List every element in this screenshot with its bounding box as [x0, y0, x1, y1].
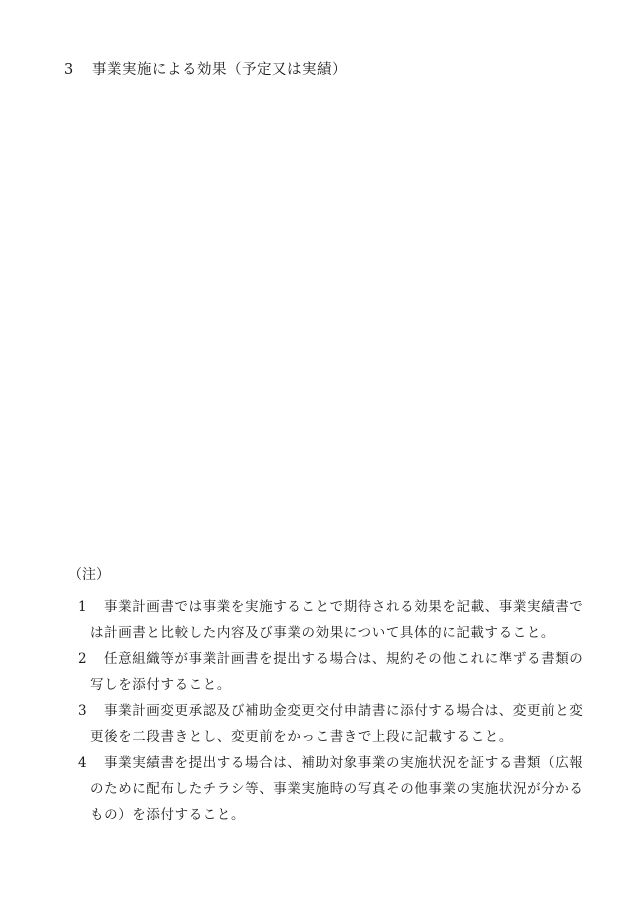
note-line: のために配布したチラシ等、事業実施時の写真その他事業の実施状況が分かる: [90, 781, 584, 797]
note-number: 1: [78, 599, 88, 615]
section-number: 3: [64, 62, 74, 78]
note-number: 2: [78, 651, 88, 667]
section-heading: [64, 58, 347, 79]
note-line: 写しを添付すること。: [90, 677, 231, 693]
note-line: 事業実績書を提出する場合は、補助対象事業の実施状況を証する書類（広報: [104, 755, 584, 771]
note-line: は計画書と比較した内容及び事業の効果について具体的に記載すること。: [90, 625, 556, 641]
note-line: もの）を添付すること。: [90, 807, 246, 823]
notes-block: [66, 564, 596, 828]
note-line: 更後を二段書きとし、変更前をかっこ書きで上段に記載すること。: [90, 729, 513, 745]
note-number: 3: [78, 703, 88, 719]
note-line: 任意組織等が事業計画書を提出する場合は、規約その他これに準ずる書類の: [104, 651, 584, 667]
note-item: [66, 594, 596, 646]
note-item: [66, 646, 596, 698]
note-item: [66, 750, 596, 828]
note-item: [66, 698, 596, 750]
note-line: 事業計画書では事業を実施することで期待される効果を記載、事業実績書で: [104, 599, 584, 615]
note-number: 4: [78, 755, 88, 771]
note-line: 事業計画変更承認及び補助金変更交付申請書に添付する場合は、変更前と変: [104, 703, 584, 719]
notes-label: （注）: [68, 567, 110, 583]
section-title: 事業実施による効果（予定又は実績）: [92, 62, 347, 78]
